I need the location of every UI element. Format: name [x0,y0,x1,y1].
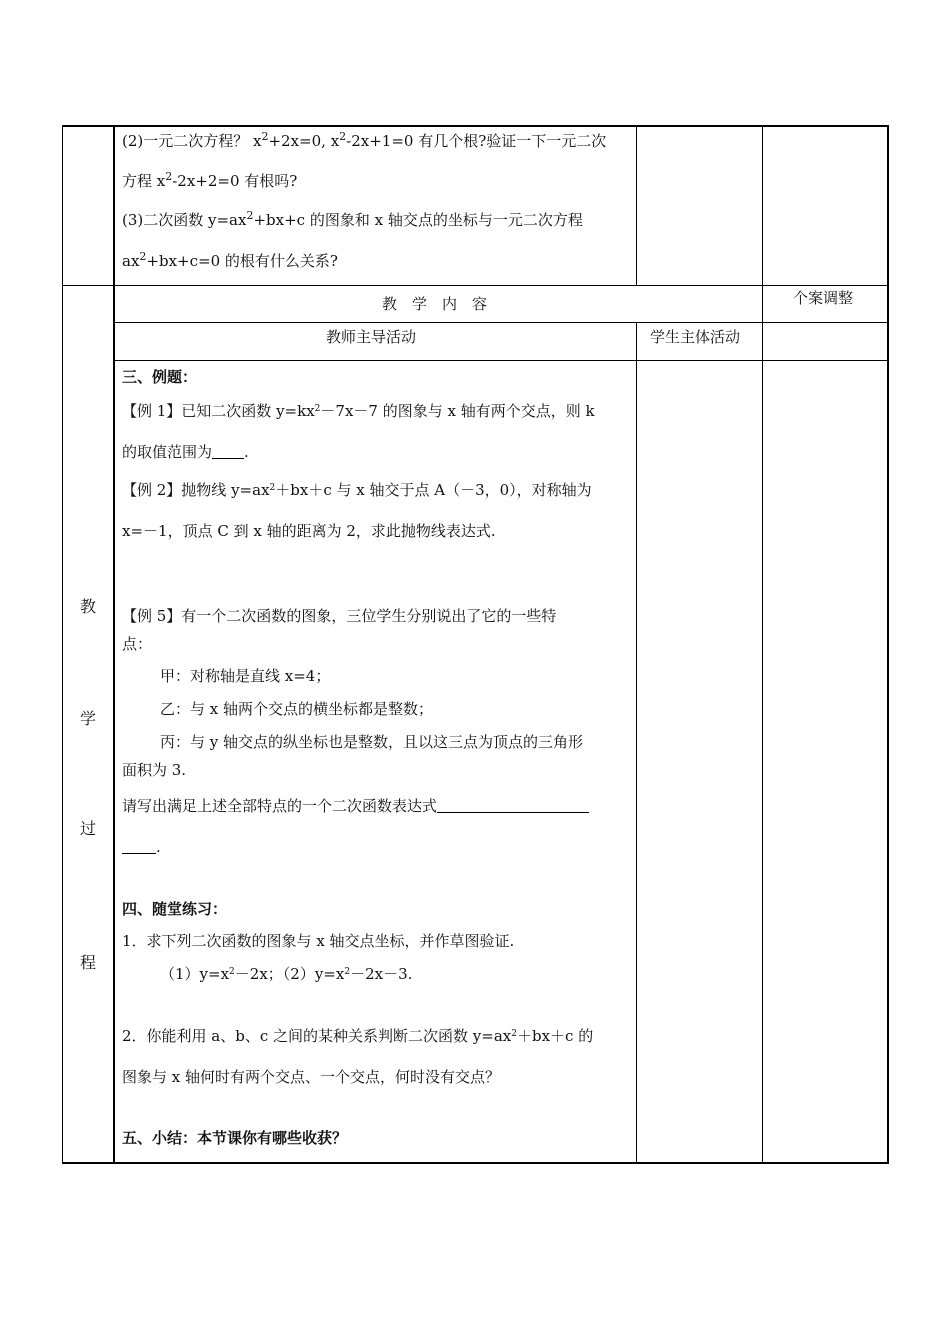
student-activity-header: 学生主体活动 [650,328,741,346]
question-2-line-1: (2)一元二次方程？ $x^2+2x=0$, $x^2-2x+1=0$ 有几个根?验证一下一元二次 [122,130,607,150]
section-4-title: 四、随堂练习： [122,900,228,918]
left-label-char-3: 过 [80,819,97,838]
example-2-line-2: x=－1，顶点 C 到 x 轴的距离为 2，求此抛物线表达式. [122,522,496,540]
question-3-line-1: (3)二次函数 $y=ax^2+bx+c$ 的图象和 x 轴交点的坐标与一元二次方程 [122,209,583,229]
teaching-content-header: 教 学 内 容 [382,295,488,313]
example-5-yi: 乙：与 x 轴两个交点的横坐标都是整数； [160,700,433,718]
example-5-question: 请写出满足上述全部特点的一个二次函数表达式 [122,796,589,816]
example-5-bing-line-1: 丙：与 y 轴交点的纵坐标也是整数，且以这三点为顶点的三角形 [160,733,584,751]
answer-blank [212,444,244,459]
section-5-title: 五、小结：本节课你有哪些收获？ [122,1129,348,1147]
table-border-right [887,125,889,1164]
example-5-line-1: 【例 5】有一个二次函数的图象，三位学生分别说出了它的一些特 [122,607,557,625]
question-2-line-2: 方程 $x^2-2x+2=0$ 有根吗? [122,170,298,190]
section-3-title: 三、例题： [122,368,198,386]
example-5-jia: 甲：对称轴是直线 x=4； [160,667,331,685]
left-label-char-1: 教 [80,597,97,616]
case-adjust-header: 个案调整 [793,289,854,307]
example-5-question-cont: . [122,837,161,857]
column-divider-1 [113,125,115,1164]
example-5-bing-line-2: 面积为 3. [122,761,187,779]
row-divider-1 [62,285,888,286]
question-3-line-2: $ax^2+bx+c=0$ 的根有什么关系? [122,250,338,270]
row-divider-2 [113,322,888,323]
answer-blank-cont [122,839,156,854]
row-divider-3 [113,360,888,361]
table-border-left [62,125,63,1164]
column-divider-3 [762,125,763,1164]
example-1-line-1: 【例 1】已知二次函数 $y=kx^2-7x-7$ 的图象与 x 轴有两个交点，则 k [122,402,595,420]
example-5-line-2: 点： [122,635,153,653]
practice-1-line-1: 1．求下列二次函数的图象与 x 轴交点坐标，并作草图验证. [122,932,515,950]
column-divider-2-lower [636,323,637,1164]
practice-1-line-2: $(1)y=x^2-2x$；$(2)y=x^2-2x-3$. [160,965,413,983]
practice-2-line-1: 2．你能利用 a、b、c 之间的某种关系判断二次函数 $y=ax^2+bx+c$ 的 [122,1027,594,1045]
left-label-char-2: 学 [80,709,97,728]
table-border-bottom [62,1162,888,1164]
practice-2-line-2: 图象与 x 轴何时有两个交点、一个交点，何时没有交点？ [122,1068,500,1086]
example-2-line-1: 【例 2】抛物线 $y=ax^2+bx+c$ 与 x 轴交于点 A（－3，0），对称轴为 [122,481,592,499]
teacher-activity-header: 教师主导活动 [326,328,417,346]
left-label-char-4: 程 [80,953,97,972]
example-1-line-2: 的取值范围为 . [122,443,249,461]
table-border-top [62,125,888,127]
answer-blank-long [437,798,589,813]
column-divider-2-top [636,125,637,286]
